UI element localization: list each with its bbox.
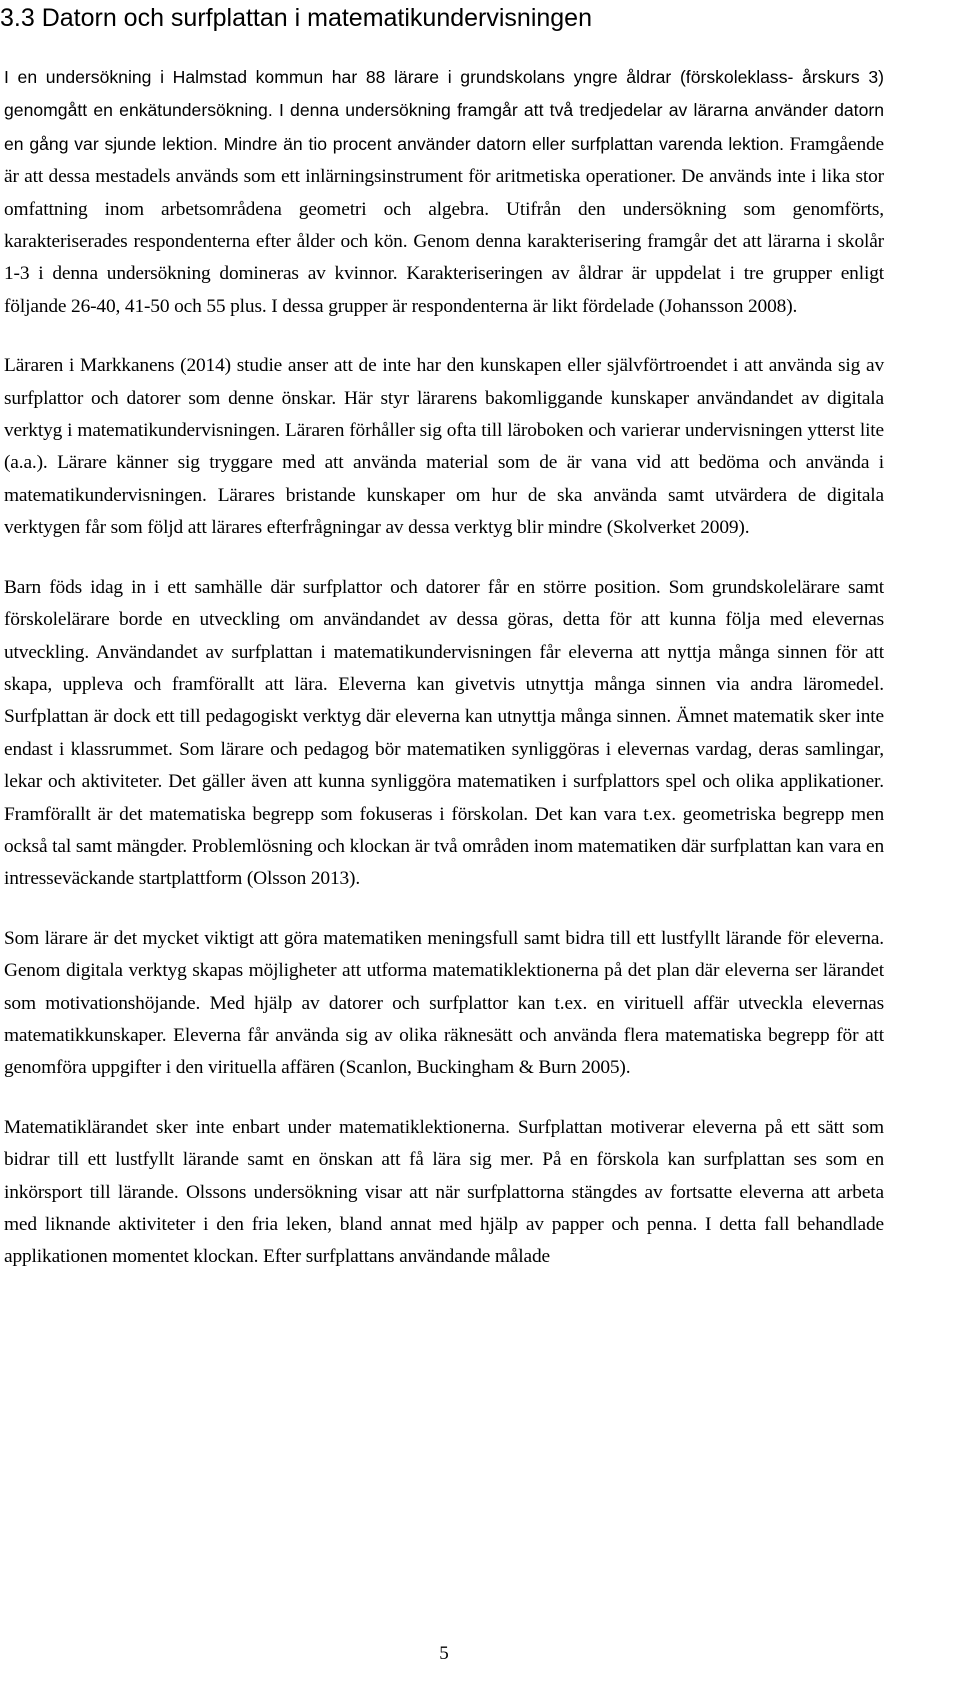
paragraph-4: Som lärare är det mycket viktigt att göra matematiken meningsfull samt bidra till ett lustfyllt lärande för eleverna. Genom digitala verktyg skapas möjligheter att utforma matematiklektionerna på det plan där eleverna ser lärandet som motivationshöjande. Med hjälp av datorer och surfplattor kan t.ex. en virituell affär utveckla elevernas matematikkunskaper. Eleverna får använda sig av olika räknesätt och använda flera matematiska begrepp för att genomföra uppgifter i den virituella affären (Scanlon, Buckingham & Burn 2005). — [4, 927, 884, 1079]
paragraph-1-serif-part: Framgående är att dessa mestadels används som ett inlärningsinstrument för aritmetiska operationer. De används inte i lika stor omfattning inom arbetsområdena geometri och algebra. Utifrån den undersökning som genomförts, karakteriserades respondenterna efter ålder och kön. Genom denna karakterisering framgår det att lärarna i skolår 1-3 i denna undersökning domineras av kvinnor. Karakteriseringen av åldrar är uppdelat i tre grupper enligt följande 26-40, 41-50 och 55 plus. I dessa grupper är respondenterna är likt fördelade (Johansson 2008). — [4, 133, 884, 317]
paragraph-3: Barn föds idag in i ett samhälle där surfplattor och datorer får en större position. Som grundskolelärare samt förskolelärare borde en utveckling om användandet av dessa göras, detta för att kunna följa med elevernas utveckling. Användandet av surfplattan i matematikundervisningen får eleverna att nyttja många sinnen för att skapa, uppleva och framförallt att lära. Eleverna kan givetvis utnyttja många sinnen via andra läromedel. Surfplattan är dock ett till pedagogiskt verktyg där eleverna kan utnyttja många sinnen. Ämnet matematik sker inte endast i klassrummet. Som lärare och pedagog bör matematiken synliggöras i elevernas vardag, deras samlingar, lekar och aktiviteter. Det gäller även att kunna synliggöra matematiken i surfplattors spel och olika applikationer. Framförallt är det matematiska begrepp som fokuseras i förskolan. Det kan vara t.ex. geometriska begrepp men också tal samt mängder. Problemlösning och klockan är två områden inom matematiken där surfplattan kan vara en intresseväckande startplattform (Olsson 2013). — [4, 576, 884, 890]
section-heading: 3.3 Datorn och surfplattan i matematikundervisningen — [0, 4, 592, 32]
page-number: 5 — [439, 1643, 449, 1664]
paragraph-2: Läraren i Markkanens (2014) studie anser att de inte har den kunskapen eller självförtroendet i att använda sig av surfplattor och datorer som denne önskar. Här styr lärarens bakomliggande kunskaper användandet av digitala verktyg i matematikundervisningen. Läraren förhåller sig ofta till läroboken och varierar undervisningen ytterst lite (a.a.). Lärare känner sig tryggare med att använda material som de är vana vid att bedöma och använda i matematikundervisningen. Lärares bristande kunskaper om hur de ska använda samt utvärdera de digitala verktygen får som följd att lärares efterfrågningar av dessa verktyg blir mindre (Skolverket 2009). — [4, 355, 884, 539]
paragraph-1 — [4, 61, 884, 323]
document-body — [4, 61, 884, 1274]
paragraph-1-sans-part: I en undersökning i Halmstad kommun har 88 lärare i grundskolans yngre åldrar (förskoleklass- årskurs 3) genomgått en enkätundersökning. I denna undersökning framgår att två tredjedelar av lärarna använder datorn en gång var sjunde lektion. Mindre än tio procent använder datorn eller surfplattan varenda lektion. — [4, 67, 884, 154]
paragraph-5: Matematiklärandet sker inte enbart under matematiklektionerna. Surfplattan motiverar eleverna på ett sätt som bidrar till ett lustfyllt lärande samt en önskan att få lära sig mer. På en förskola kan surfplattan ses som en inkörsport till lärande. Olssons undersökning visar att när surfplattorna stängdes av fortsatte eleverna att arbeta med liknande aktiviteter i den fria leken, bland annat med hjälp av papper och penna. I detta fall behandlade applikationen momentet klockan. Efter surfplattans användande målade — [4, 1116, 884, 1268]
